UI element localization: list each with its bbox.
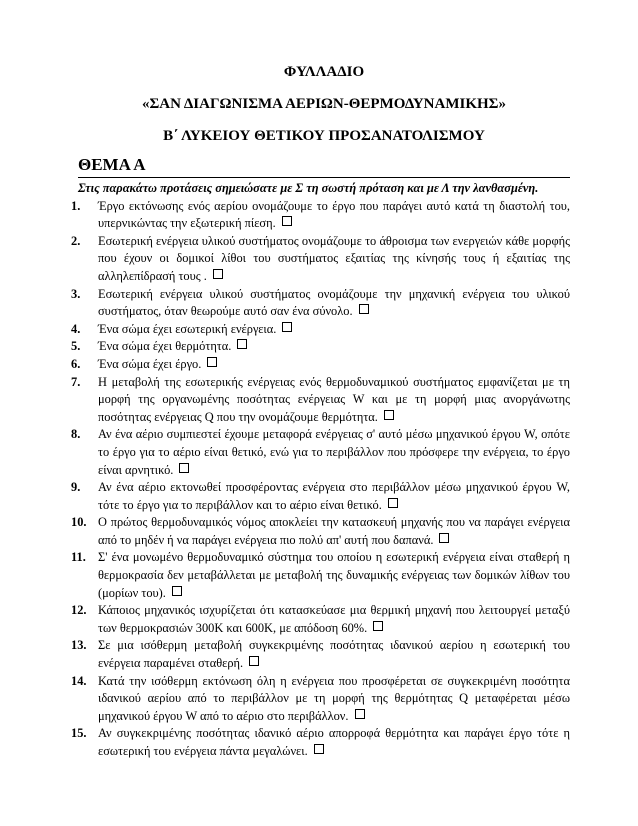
question-number: 3. [71, 286, 81, 301]
question-item [71, 673, 570, 726]
answer-checkbox[interactable] [213, 269, 223, 279]
question-text: Έργο εκτόνωσης ενός αερίου ονομάζουμε το έργο που παράγει αυτό κατά τη διαστολή του, υπερνικώντας την εξωτερική πίεση. [98, 198, 570, 231]
question-list [71, 198, 570, 761]
question-item [71, 321, 570, 339]
question-text: Εσωτερική ενέργεια υλικού συστήματος ονομάζουμε το άθροισμα των ενεργειών κάθε μορφής που έχουν οι δομικοί λίθοι του συστήματος εξαιτίας της κίνησής τους ή εξαιτίας της αλληλεπίδρασή τους . [98, 233, 570, 283]
question-number: 5. [71, 339, 81, 354]
section-title: ΘΕΜΑ Α [78, 154, 570, 178]
question-text: Ένα σώμα έχει θερμότητα. [98, 339, 232, 354]
answer-checkbox[interactable] [384, 410, 394, 420]
question-item [71, 356, 570, 374]
answer-checkbox[interactable] [439, 533, 449, 543]
answer-checkbox[interactable] [359, 304, 369, 314]
answer-checkbox[interactable] [373, 621, 383, 631]
question-text: Ο πρώτος θερμοδυναμικός νόμος αποκλείει την κατασκευή μηχανής που να παράγει ενέργεια από το μηδέν ή να παράγει ενέργεια πιο πολύ απ' αυτή που δαπανά. [98, 515, 570, 547]
question-text: Κατά την ισόθερμη εκτόνωση όλη η ενέργεια που προσφέρεται σε συγκεκριμένη ποσότητα ιδανικού αερίου από το περιβάλλον με τη μορφή της θερμότητας Q μεταφέρεται μέσω μηχανικού έργου W από το αέριο στο περιβάλλον. [98, 673, 570, 723]
worksheet-subtitle: «ΣΑΝ ΔΙΑΓΩΝΙΣΜΑ ΑΕΡΙΩΝ-ΘΕΡΜΟΔΥΝΑΜΙΚΗΣ» [142, 96, 506, 112]
grade-heading: Β΄ ΛΥΚΕΙΟΥ ΘΕΤΙΚΟΥ ΠΡΟΣΑΝΑΤΟΛΙΣΜΟΥ [163, 128, 485, 144]
answer-checkbox[interactable] [282, 322, 292, 332]
question-text: Αν συγκεκριμένης ποσότητας ιδανικό αέριο απορροφά θερμότητα και παράγει έργο τότε η εσωτερική του ενέργεια πάντα μεγαλώνει. [98, 726, 570, 758]
question-number: 4. [71, 321, 81, 336]
instructions: Στις παρακάτω προτάσεις σημειώσατε με Σ τη σωστή πρόταση και με Λ την λανθασμένη. [78, 181, 539, 195]
question-text: Σε μια ισόθερμη μεταβολή συγκεκριμένης ποσότητας ιδανικού αερίου η εσωτερική του ενέργεια παραμένει σταθερή. [98, 638, 570, 671]
answer-checkbox[interactable] [179, 463, 189, 473]
question-number: 6. [71, 356, 81, 371]
question-text: Εσωτερική ενέργεια υλικού συστήματος ονομάζουμε την μηχανική ενέργεια του υλικού συστήματος, όταν θεωρούμε αυτό σαν ένα σύνολο. [98, 286, 570, 319]
question-text: Ένα σώμα έχει εσωτερική ενέργεια. [98, 321, 277, 336]
question-number: 7. [71, 374, 81, 389]
question-item [71, 725, 570, 760]
question-number: 11. [71, 550, 86, 565]
question-item [71, 602, 570, 637]
question-number: 1. [71, 198, 81, 213]
question-number: 8. [71, 427, 81, 442]
answer-checkbox[interactable] [249, 656, 259, 666]
answer-checkbox[interactable] [355, 709, 365, 719]
answer-checkbox[interactable] [314, 744, 324, 754]
question-number: 9. [71, 480, 81, 495]
answer-checkbox[interactable] [237, 339, 247, 349]
worksheet-page [71, 56, 570, 761]
question-text: Κάποιος μηχανικός ισχυρίζεται ότι κατασκεύασε μια θερμική μηχανή που λειτουργεί μεταξύ των θερμοκρασιών 300K και 600K, με απόδοση 60%. [98, 603, 570, 635]
question-item [71, 338, 570, 356]
question-item [71, 479, 570, 514]
question-number: 12. [71, 603, 87, 618]
question-number: 10. [71, 515, 87, 530]
question-text: Αν ένα αέριο συμπιεστεί έχουμε μεταφορά ενέργειας σ' αυτό μέσω μηχανικού έργου W, οπότε το έργο για το αέριο είναι θετικό, ενώ για το περιβάλλον που πρόσφερε την ενέργεια, το έργο είναι αρνητικό. [98, 427, 570, 477]
question-text: Σ' ένα μονωμένο θερμοδυναμικό σύστημα του οποίου η εσωτερική ενέργεια είναι σταθερή η θερμοκρασία δεν μεταβάλλεται με μεταβολή της δυναμικής ενέργειας των δομικών λίθων του (μορίων του). [98, 550, 570, 600]
question-item [71, 233, 570, 286]
question-number: 13. [71, 638, 87, 653]
answer-checkbox[interactable] [388, 498, 398, 508]
question-item [71, 549, 570, 602]
question-item [71, 637, 570, 672]
question-item [71, 514, 570, 549]
question-item [71, 426, 570, 479]
question-number: 15. [71, 726, 87, 741]
question-text: Αν ένα αέριο εκτονωθεί προσφέροντας ενέργεια στο περιβάλλον μέσω μηχανικού έργου W, τότε το έργο για το περιβάλλον και το αέριο είναι θετικό. [98, 480, 570, 512]
question-text: Ένα σώμα έχει έργο. [98, 356, 202, 371]
answer-checkbox[interactable] [172, 586, 182, 596]
answer-checkbox[interactable] [282, 216, 292, 226]
answer-checkbox[interactable] [207, 357, 217, 367]
question-number: 2. [71, 233, 81, 248]
question-item [71, 286, 570, 321]
question-text: Η μεταβολή της εσωτερικής ενέργειας ενός θερμοδυναμικού συστήματος εμφανίζεται με τη μορφή της οργανωμένης ποσότητας ενέργειας W και με τη μορφή μιας ανοργάνωτης ποσότητας ενέργειας Q που την ονομάζουμε θερμότητα. [98, 374, 570, 424]
question-item [71, 198, 570, 233]
worksheet-title: ΦΥΛΛΑΔΙΟ [283, 64, 365, 80]
question-item [71, 374, 570, 427]
question-number: 14. [71, 673, 87, 688]
